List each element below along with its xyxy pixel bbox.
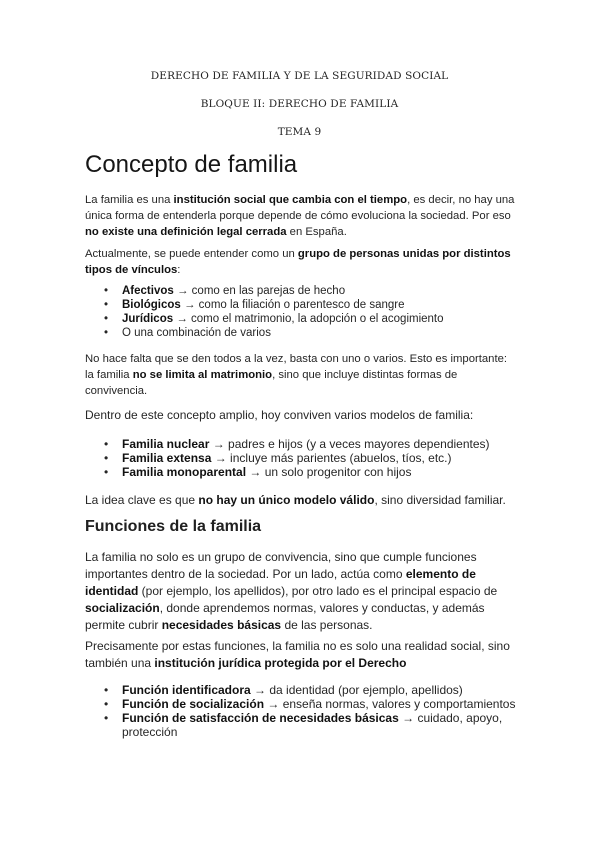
bullet-icon: • xyxy=(104,437,109,451)
not-required-paragraph: No hace falta que se den todos a la vez, basta con uno o varios. Esto es importante: la familia no se limita al matrimonio, sino que incluye distintas formas de convivencia. xyxy=(85,353,508,397)
functions-paragraph: La familia no solo es un grupo de convivencia, sino que cumple funciones importantes dentro de la sociedad. Por un lado, actúa como elemento de identidad (por ejemplo, los apellidos), por otro lado es el principal espacio de socialización, donde aprendemos normas, valores y conductas, y además permite cubrir necesidades básicas de las personas. xyxy=(85,550,498,632)
bullet-icon: • xyxy=(104,711,109,725)
list-item: • Biológicos → como la filiación o parentesco de sangre xyxy=(104,299,405,311)
list-item: • O una combinación de varios xyxy=(104,327,271,339)
bullet-icon: • xyxy=(104,299,109,311)
family-models-list xyxy=(85,437,517,479)
list-item: • Familia nuclear → padres e hijos (y a veces mayores dependientes) xyxy=(104,437,490,451)
bullet-icon: • xyxy=(104,285,109,297)
list-item: • Familia monoparental → un solo progenitor con hijos xyxy=(104,465,412,479)
topic-header: TEMA 9 xyxy=(277,126,322,138)
bullet-icon: • xyxy=(104,451,109,465)
definition-paragraph: Actualmente, se puede entender como un grupo de personas unidas por distintos tipos de vínculos: xyxy=(85,248,511,276)
course-header: DERECHO DE FAMILIA Y DE LA SEGURIDAD SOCIAL xyxy=(150,70,449,82)
block-header: BLOQUE II: DERECHO DE FAMILIA xyxy=(200,98,399,110)
list-item: • Familia extensa → incluye más parientes (abuelos, tíos, etc.) xyxy=(104,451,452,465)
bond-types-list xyxy=(85,284,517,340)
page-title: Concepto de familia xyxy=(85,151,298,178)
section-title: Funciones de la familia xyxy=(85,518,262,535)
list-item: • Función de satisfacción de necesidades básicas → cuidado, apoyo, protección xyxy=(104,711,503,739)
list-item: • Función de socialización → enseña normas, valores y comportamientos xyxy=(104,697,516,711)
bullet-icon: • xyxy=(104,327,109,339)
intro-paragraph: La familia es una institución social que cambia con el tiempo, es decir, no hay una única forma de entenderla porque depende de cómo evoluciona la sociedad. Por eso no existe una definición legal cerrada en España. xyxy=(85,194,515,238)
bullet-icon: • xyxy=(104,313,109,325)
bullet-icon: • xyxy=(104,465,109,479)
functions-list xyxy=(85,683,517,739)
list-item: • Afectivos → como en las parejas de hecho xyxy=(104,285,346,297)
bullet-icon: • xyxy=(104,683,109,697)
legal-institution-paragraph: Precisamente por estas funciones, la familia no es solo una realidad social, sino también una institución jurídica protegida por el Derecho xyxy=(85,639,510,670)
models-intro-paragraph: Dentro de este concepto amplio, hoy conviven varios modelos de familia: xyxy=(85,408,474,422)
bullet-icon: • xyxy=(104,697,109,711)
list-item: • Función identificadora → da identidad (por ejemplo, apellidos) xyxy=(104,683,463,697)
list-item: • Jurídicos → como el matrimonio, la adopción o el acogimiento xyxy=(104,313,444,325)
key-idea-paragraph: La idea clave es que no hay un único modelo válido, sino diversidad familiar. xyxy=(85,493,506,507)
